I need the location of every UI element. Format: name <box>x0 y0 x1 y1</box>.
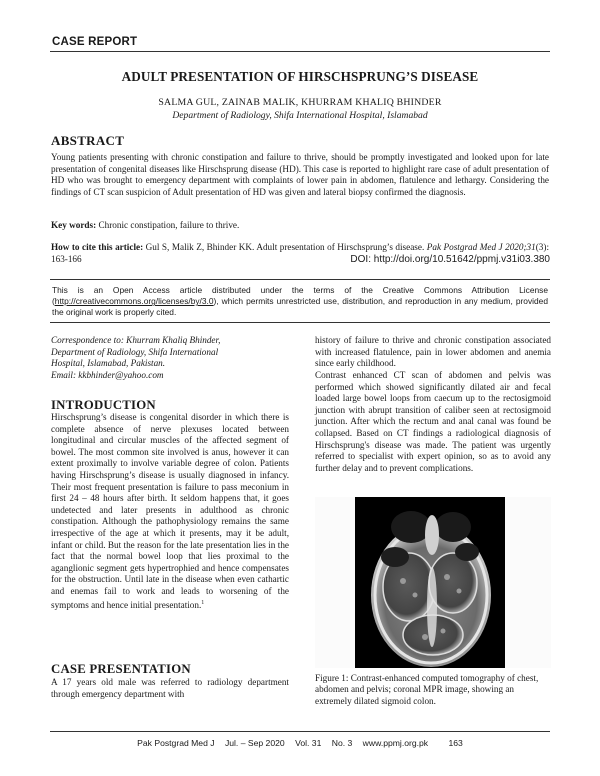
section-label: CASE REPORT <box>52 36 138 48</box>
introduction-heading: INTRODUCTION <box>51 398 156 412</box>
case-heading: CASE PRESENTATION <box>51 662 191 676</box>
figure-caption: Figure 1: Contrast-enhanced computed tomography of chest, abdomen and pelvis; coronal MPR image, showing an extremely dilated sigmoid colon. <box>315 673 539 706</box>
footer-site[interactable]: www.ppmj.org.pk <box>362 738 429 748</box>
citation-text: Gul S, Malik Z, Bhinder KK. Adult presentation of Hirschsprung’s disease. <box>143 242 427 252</box>
correspondence-email[interactable]: Email: kkbhinder@yahoo.com <box>51 369 164 380</box>
header-rule <box>50 51 550 52</box>
license-notice <box>52 285 548 319</box>
footer-number: No. 3 <box>331 738 353 748</box>
correspondence-line-2: Department of Radiology, Shifa International <box>51 346 219 357</box>
footer-rule <box>50 731 550 732</box>
citation-label: How to cite this article: <box>51 242 144 252</box>
keywords-text: Chronic constipation, failure to thrive. <box>96 220 240 230</box>
page-footer <box>0 738 600 748</box>
license-text-2: ), which permits unrestricted use, distribution, and reproduction in any medium, provided the original work is properly cited. <box>52 296 548 318</box>
ct-scan-image <box>315 497 551 668</box>
correspondence-line-3: Hospital, Islamabad, Pakistan. <box>51 358 166 369</box>
introduction-text <box>51 412 289 611</box>
correspondence <box>51 335 281 381</box>
correspondence-line-1: Correspondence to: Khurram Khaliq Bhinder, <box>51 335 221 345</box>
license-bottom-rule <box>50 322 550 323</box>
case-text-right-1: history of failure to thrive and chronic constipation associated with increased flatulence, pain in lower abdomen and anemia since early childhood. <box>315 335 551 369</box>
page-number: 163 <box>448 738 463 748</box>
abstract-heading: ABSTRACT <box>51 133 125 148</box>
introduction-body: Hirschsprung’s disease is congenital disorder in which there is complete absence of nerve plexuses located between longitudinal and circular muscles of the affected segment of bowel. The most common site involved is anus, however it can extent proximally to involve variable degree of colon. Patients having Hirschsprung’s disease is usually diagnosed in infancy. Their most frequent presentation is failure to pass meconium in first 24 – 48 hours after birth. It seldom happens that, it goes undetected and later presents in adulthood as chronic constipation. Although the pathophysiology remains the same irrespective of the age at which it presents, may it be adult, infant or child. But the reason for the late presentation lies in the fact that the normal bowel loop that lies proximal to the aganglionic segment gets hypertrophied and hence compensates for the obstruction. Until late in the disease when even cathartic and enemas fail to work and leads to worsening of the symptoms and hence initial presentation. <box>51 412 289 610</box>
citation-journal: Pak Postgrad Med J 2020;31 <box>426 242 536 252</box>
license-top-rule <box>50 279 550 280</box>
footer-journal: Pak Postgrad Med J <box>137 738 215 748</box>
article-authors: SALMA GUL, ZAINAB MALIK, KHURRAM KHALIQ BHINDER <box>158 97 442 108</box>
license-text-1: This is an Open Access article distributed under the terms of the Creative Commons Attribution License ( <box>52 285 548 307</box>
keywords <box>51 220 549 232</box>
ct-scan-figure <box>315 497 551 668</box>
abstract-text: Young patients presenting with chronic constipation and failure to thrive, should be promptly investigated and looked upon for late presentation of congenital diseases like Hirschsprung disease (HD). This case is reported to highlight rare case of adult presentation of HD who was brought to emergency department with complaints of lower pain in abdomen, flatulence and lethargy. Considering the findings of CT scan suspicion of Adult presentation of HD was given and lateral biopsy confirmed the diagnosis. <box>51 152 549 197</box>
case-text-left: A 17 years old male was referred to radiology department through emergency department with <box>51 677 289 699</box>
footer-date: Jul. – Sep 2020 <box>224 738 285 748</box>
citation-issue: (3): 163-166 <box>51 242 549 264</box>
footer-volume: Vol. 31 <box>295 738 322 748</box>
introduction-ref: 1 <box>201 599 205 606</box>
doi-link[interactable]: DOI: http://doi.org/10.51642/ppmj.v31i03.380 <box>350 254 550 265</box>
license-link[interactable]: http://creativecommons.org/licenses/by/3.0 <box>54 296 214 307</box>
case-text-right-2: Contrast enhanced CT scan of abdomen and pelvis was performed which showed significantly dilated air and fecal loaded large bowel loops from caecum up to the rectosigmoid junction with abrupt transition of caliber seen at rectosigmoid junction. After which the rectum and anal canal was found be collapsed. Based on CT findings a radiological diagnosis of Hirschsprung's disease was made. The patient was urgently referred to specialist with expert opinion, so as to avoid any further delay and to prevent complications. <box>315 370 551 473</box>
keywords-label: Key words: <box>51 220 97 230</box>
article-title: ADULT PRESENTATION OF HIRSCHSPRUNG’S DISEASE <box>121 69 479 84</box>
article-affiliation: Department of Radiology, Shifa International Hospital, Islamabad <box>172 110 428 121</box>
